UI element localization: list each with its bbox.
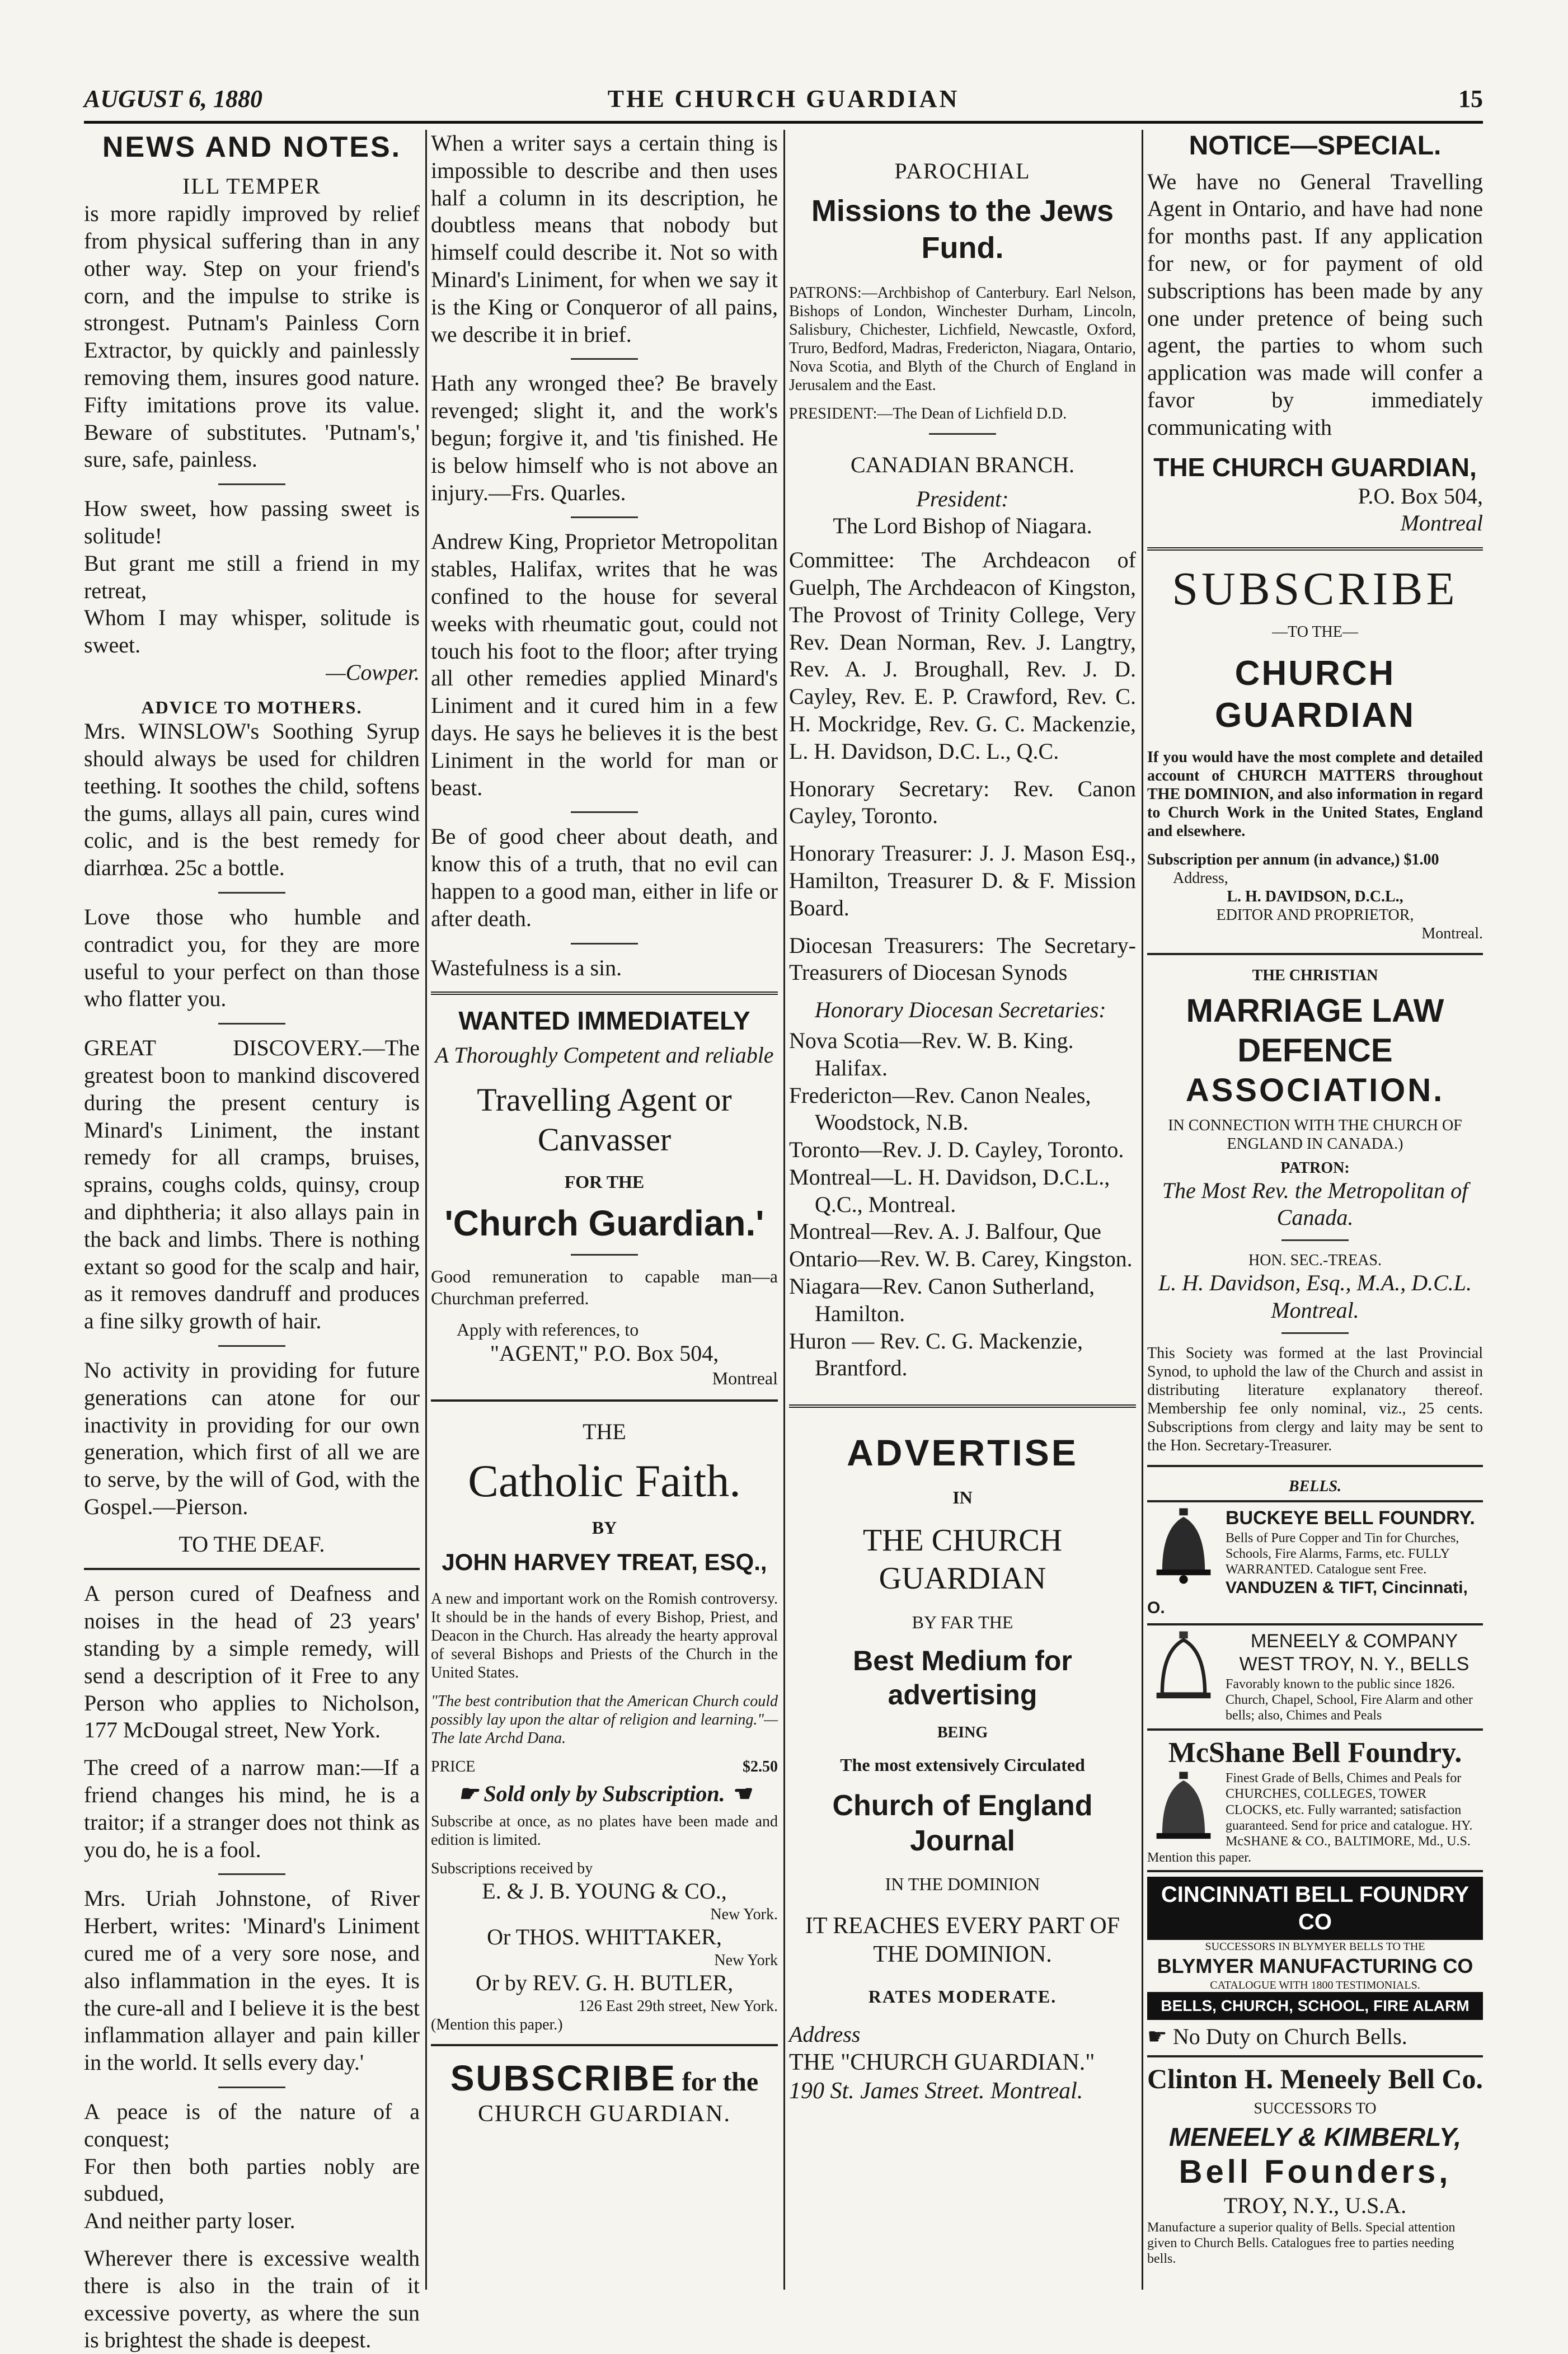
foundry-text: Manufacture a superior quality of Bells. Special attention given to Church Bells. Catalogues free to parties needing bells. xyxy=(1147,2220,1456,2267)
blymyer-advertisement xyxy=(1147,1877,1483,2051)
divider xyxy=(1147,1500,1483,1502)
ad-by: BY xyxy=(591,1517,617,1538)
section-title: PAROCHIAL xyxy=(894,158,1031,184)
foundry-successors: SUCCESSORS TO xyxy=(1254,2100,1377,2118)
column-rule xyxy=(1142,130,1143,2290)
diocesan-secretaries-list xyxy=(789,1027,1136,1382)
subscribe-paper: CHURCH GUARDIAN xyxy=(1214,654,1416,735)
column-two xyxy=(431,130,778,2301)
book-author: JOHN HARVEY TREAT, ESQ., xyxy=(442,1548,767,1575)
bell-icon xyxy=(1147,1770,1220,1849)
article-text: Love those who humble and contradict you, for they are more useful to your perfect on than those who flatter you. xyxy=(84,904,420,1012)
president-label: President: xyxy=(916,486,1009,511)
article-text: Wherever there is excessive wealth there is also in the train of it excessive poverty, as where the sun is brightest the shade is deepest. xyxy=(84,2245,420,2353)
subscribe-word: SUBSCRIBE xyxy=(450,2057,677,2098)
publisher-city: New York. xyxy=(710,1905,778,1923)
publisher: Or by REV. G. H. BUTLER, xyxy=(475,1970,734,1995)
divider xyxy=(1147,2055,1483,2057)
poem-line: But grant me still a friend in my retreat, xyxy=(84,550,420,603)
divider xyxy=(431,1399,778,1402)
article-text: Be of good cheer about death, and know this of a truth, that no evil can happen to a good man, either in life or after death. xyxy=(431,824,778,931)
list-item: Niagara—Rev. Canon Sutherland, Hamilton. xyxy=(789,1274,1095,1326)
pointing-hand-icon: ☛ xyxy=(1147,2024,1167,2050)
ad-most-circulated: The most extensively Circulated xyxy=(840,1755,1085,1775)
bell-icon xyxy=(1147,1630,1220,1708)
foundry-catalogue: CATALOGUE WITH 1800 TESTIMONIALS. xyxy=(1210,1979,1420,1991)
patron-name: The Most Rev. the Metropolitan of Canada. xyxy=(1162,1177,1468,1230)
ad-being: BEING xyxy=(937,1724,988,1742)
ad-text: A new and important work on the Romish controversy. It should be in the hands of every Bishop, Priest, and Deacon in the Church. Has already the hearty approval of several Bishops and Priests of the Church in the United States. xyxy=(431,1590,778,1682)
notice-text: We have no General Travelling Agent in Ontario, and have had none for months past. If any application for new, or for payment of old subscriptions has been made by any one under pretence of being such agent, the parties to whom such application was made will confer a favor by immediately communicating with xyxy=(1147,168,1483,440)
foundry-bells: BELLS, CHURCH, SCHOOL, FIRE ALARM xyxy=(1147,1992,1483,2020)
divider xyxy=(571,811,638,813)
publisher-city: New York xyxy=(714,1951,778,1969)
subscribe-for: for the xyxy=(682,2066,759,2097)
page-number: 15 xyxy=(1458,85,1483,112)
article-text: Andrew King, Proprietor Metropolitan stables, Halifax, writes that he was confined to the house for several weeks with rheumatic gout, could not touch his foot to the floor; after trying all other remedies applied Minard's Liniment and it cured him in a few days. He says he believes it is the best Liniment in the world for man or beast. xyxy=(431,529,778,800)
divider xyxy=(218,483,285,485)
secretary-text: Honorary Secretary: Rev. Canon Cayley, Toronto. xyxy=(789,776,1136,829)
advertise-advertisement xyxy=(789,1430,1136,2106)
ad-text: Apply with references, to xyxy=(457,1319,639,1340)
wanted-advertisement xyxy=(431,1005,778,1389)
notice-title: NOTICE—SPECIAL. xyxy=(1189,131,1442,161)
editor-city: Montreal. xyxy=(1421,925,1483,943)
divider xyxy=(218,2087,285,2088)
divider xyxy=(1147,1465,1483,1467)
ad-contact: "AGENT," P.O. Box 504, xyxy=(490,1341,719,1366)
bells-heading: BELLS. xyxy=(1288,1478,1342,1496)
publisher: E. & J. B. YOUNG & CO., xyxy=(482,1878,727,1904)
notice-paper: THE CHURCH GUARDIAN, xyxy=(1153,452,1477,482)
catholic-faith-advertisement xyxy=(431,1418,778,2034)
poem-line: For then both parties nobly are subdued, xyxy=(84,2153,420,2206)
ad-quote: "The best contribution that the American Church could possibly lay upon the altar of religion and learning."—The late Archd Dana. xyxy=(431,1693,778,1747)
foundry-predecessor: MENEELY & KIMBERLY, xyxy=(1168,2122,1462,2152)
subscription-price: Subscription per annum (in advance,) $1.00 xyxy=(1147,851,1439,869)
clinton-meneely-advertisement xyxy=(1147,2062,1483,2267)
fund-title: Missions to the Jews Fund. xyxy=(811,194,1114,265)
poem-line: Whom I may whisper, solitude is sweet. xyxy=(84,605,420,658)
foundry-name: BLYMYER MANUFACTURING CO xyxy=(1157,1954,1473,1977)
ad-dominion: IN THE DOMINION xyxy=(885,1874,1040,1895)
divider xyxy=(218,1873,285,1875)
article-text: No activity in providing for future generations can atone for our inactivity in providing for our own generation, which first of all we are to serve, by the will of God, with the Gospel.—Pierson. xyxy=(84,1357,420,1519)
foundry-name: MENEELY & COMPANY xyxy=(1250,1630,1458,1652)
patrons-text: PATRONS:—Archbishop of Canterbury. Earl Nelson, Bishops of London, Winchester Durham, Lincoln, Salisbury, Chichester, Lichfield, Newcastle, Oxford, Truro, Bedford, Madras, Fredericton, Niagara, Ontario, Nova Scotia, and Blyth of the Church of England in Jerusalem and the East. xyxy=(789,284,1136,394)
price-value: $2.50 xyxy=(743,1758,778,1776)
list-item: Huron — Rev. C. G. Mackenzie, Brantford. xyxy=(789,1328,1083,1381)
association-title: MARRIAGE LAW DEFENCE xyxy=(1186,993,1444,1069)
ad-in: IN xyxy=(952,1487,973,1507)
treasurer-text: Honorary Treasurer: J. J. Mason Esq., Hamilton, Treasurer D. & F. Mission Board. xyxy=(789,840,1136,920)
divider xyxy=(1147,953,1483,955)
divider xyxy=(218,892,285,894)
column-four xyxy=(1147,130,1483,2301)
list-item: Montreal—Rev. A. J. Balfour, Que xyxy=(789,1219,1101,1244)
sold-by-subscription xyxy=(431,1780,778,1808)
address-label: Address, xyxy=(1173,870,1228,887)
ad-subheading: A Thoroughly Competent and reliable xyxy=(435,1042,774,1068)
divider xyxy=(789,1404,1136,1408)
poem-line: A peace is of the nature of a conquest; xyxy=(84,2099,420,2151)
article-heading: ADVICE TO MOTHERS. xyxy=(141,697,363,717)
divider xyxy=(218,1023,285,1025)
price-line xyxy=(431,1758,778,1776)
column-news-and-notes xyxy=(84,130,420,2353)
diocesan-treasurers: Diocesan Treasurers: The Secretary-Treasurers of Diocesan Synods xyxy=(789,932,1136,985)
subscribe-to-the: —TO THE— xyxy=(1272,623,1358,641)
article-heading: TO THE DEAF. xyxy=(179,1531,325,1557)
subscribe-heading: SUBSCRIBE xyxy=(1172,563,1458,615)
article-text: Wastefulness is a sin. xyxy=(431,955,622,980)
foundry-location: WEST TROY, N. Y., BELLS xyxy=(1239,1653,1470,1675)
subscribe-paper: CHURCH GUARDIAN. xyxy=(477,2101,731,2127)
ad-note: (Mention this paper.) xyxy=(431,2015,563,2033)
branch-title: CANADIAN BRANCH. xyxy=(850,452,1075,477)
poem xyxy=(84,2098,420,2235)
foundry-text: Finest Grade of Bells, Chimes and Peals for CHURCHES, COLLEGES, TOWER CLOCKS, etc. Fully warranted; satisfaction guaranteed. Send for price and catalogue. HY. McSHANE & CO., BALTIMORE, Md., U.S. Mention this paper. xyxy=(1147,1771,1473,1865)
poem-line: How sweet, how passing sweet is solitude! xyxy=(84,496,420,548)
association-word: ASSOCIATION. xyxy=(1185,1072,1445,1108)
buckeye-advertisement xyxy=(1147,1507,1483,1619)
bell-icon xyxy=(1147,1507,1220,1585)
patron-label: PATRON: xyxy=(1280,1159,1350,1177)
ad-by-far: BY FAR THE xyxy=(912,1611,1013,1632)
secretary-name: L. H. Davidson, Esq., M.A., D.C.L. Montreal. xyxy=(1158,1270,1472,1323)
divider xyxy=(431,2044,778,2046)
secretary-label: HON. SEC.-TREAS. xyxy=(1248,1252,1382,1270)
editor-title: EDITOR AND PROPRIETOR, xyxy=(1216,906,1414,924)
publisher: Or THOS. WHITTAKER, xyxy=(487,1924,722,1949)
book-title: Catholic Faith. xyxy=(468,1455,741,1507)
price-label: PRICE xyxy=(431,1758,476,1776)
foundry-name: McShane Bell Foundry. xyxy=(1168,1736,1462,1769)
foundry-name: BUCKEYE BELL FOUNDRY. xyxy=(1226,1507,1475,1529)
article-text: Mrs. Uriah Johnstone, of River Herbert, writes: 'Minard's Liniment cured me of a very sore nose, and also inflammation in the eyes. It is the cure-all and I believe it is the best inflammation allayer and pain killer in the world. It sells every day.' xyxy=(84,1886,420,2075)
ad-for: FOR THE xyxy=(564,1171,645,1192)
divider xyxy=(571,516,638,518)
poem-line: And neither party loser. xyxy=(84,2208,295,2234)
divider xyxy=(431,992,778,995)
divider xyxy=(1147,1728,1483,1731)
society-text: This Society was formed at the last Provincial Synod, to uphold the law of the Church and assist in distributing literature explanatory thereof. Membership fee only nominal, viz., 25 cents. Subscriptions from clergy and laity may be sent to the Hon. Secretary-Treasurer. xyxy=(1147,1344,1483,1455)
association-connection: IN CONNECTION WITH THE CHURCH OF ENGLAND IN CANADA.) xyxy=(1168,1116,1462,1153)
no-duty-text: No Duty on Church Bells. xyxy=(1172,2024,1407,2050)
page-header xyxy=(84,84,1483,121)
address-line: 190 St. James Street. Montreal. xyxy=(789,2078,1083,2104)
divider xyxy=(571,943,638,945)
divider xyxy=(1147,1870,1483,1872)
article-text: GREAT DISCOVERY.—The greatest boon to mankind discovered during the present century is Minard's Liniment, the instant remedy for all cramps, bruises, sprains, coughs colds, quinsy, croup and diphtheria; it also allays pain in the back and limbs. There is nothing extant so good for the scalp and hair, as it removes dandruff and produces a fine silky growth of hair. xyxy=(84,1035,420,1334)
article-heading: ILL TEMPER xyxy=(182,173,321,199)
notice-box: P.O. Box 504, xyxy=(1358,483,1483,509)
ad-heading: WANTED IMMEDIATELY xyxy=(458,1006,750,1036)
ad-role: Travelling Agent or Canvasser xyxy=(477,1082,732,1158)
list-item: Toronto—Rev. J. D. Cayley, Toronto. xyxy=(789,1137,1124,1163)
notice-city: Montreal xyxy=(1400,510,1483,536)
article-text: The creed of a narrow man:—If a friend changes his mind, he is a traitor; if a stranger does not think as you do, he is a fool. xyxy=(84,1755,420,1862)
subscribe-text: If you would have the most complete and detailed account of CHURCH MATTERS throughout THE DOMINION, and also information in regard to Church Work in the United States, England and elsewhere. xyxy=(1147,748,1483,840)
committee-text: Committee: The Archdeacon of Guelph, The Archdeacon of Kingston, The Provost of Trinity College, Very Rev. Dean Norman, Rev. J. Langtry, Rev. A. J. Broughall, Rev. J. D. Cayley, Rev. E. P. Crawford, Rev. C. H. Mockridge, Rev. G. C. Mackenzie, L. H. Davidson, D.C. L., Q.C. xyxy=(789,547,1136,764)
article-text: When a writer says a certain thing is impossible to describe and then uses half a column in its description, he doubtless means that nobody but himself could describe it. Not so with Minard's Liniment, for when we say it is the King or Conqueror of all pains, we describe it in brief. xyxy=(431,130,778,347)
article-text: Hath any wronged thee? Be bravely revenged; slight it, and the work's begun; forgive it, and 'tis finished. He is below himself who is not above an injury.—Frs. Quarles. xyxy=(431,370,778,505)
ad-text: Good remuneration to capable man—a Churchman preferred. xyxy=(431,1266,778,1308)
foundry-text: Bells of Pure Copper and Tin for Churches, Schools, Fire Alarms, Farms, etc. FULLY WARRANTED. Catalogue sent Free. xyxy=(1226,1530,1459,1577)
foundry-owner: VANDUZEN & TIFT, Cincinnati, O. xyxy=(1147,1578,1468,1618)
divider xyxy=(929,433,996,435)
header-rule xyxy=(84,121,1483,124)
column-rule xyxy=(783,130,785,2290)
meneely-company-advertisement xyxy=(1147,1630,1483,1724)
paper-masthead: THE CHURCH GUARDIAN xyxy=(607,85,960,112)
column-rule xyxy=(425,130,427,2290)
ad-the-christian: THE CHRISTIAN xyxy=(1252,967,1378,985)
divider xyxy=(1281,1239,1349,1241)
sold-label: Sold only by Subscription. xyxy=(483,1781,725,1807)
foundry-banner: CINCINNATI BELL FOUNDRY CO xyxy=(1147,1877,1483,1940)
foundry-text: Favorably known to the public since 1826. Church, Chapel, School, Fire Alarm and other bells; also, Chimes and Peals xyxy=(1226,1676,1473,1723)
article-text: Mrs. WINSLOW's Soothing Syrup should always be used for children teething. It soothes the child, softens the gums, allays all pain, cures wind colic, and is the best remedy for diarrhœa. 25c a bottle. xyxy=(84,718,420,881)
divider xyxy=(571,1254,638,1256)
issue-date: AUGUST 6, 1880 xyxy=(84,85,263,112)
divider xyxy=(571,358,638,360)
ad-paper-name: THE CHURCH GUARDIAN xyxy=(862,1523,1063,1596)
list-item: Fredericton—Rev. Canon Neales, Woodstock, N.B. xyxy=(789,1082,1091,1135)
divider xyxy=(84,1568,420,1570)
president-text: PRESIDENT:—The Dean of Lichfield D.D. xyxy=(789,405,1067,422)
ad-paper-name: 'Church Guardian.' xyxy=(444,1203,764,1244)
president-name: The Lord Bishop of Niagara. xyxy=(833,513,1092,539)
subscribe-advertisement xyxy=(1147,561,1483,943)
ad-journal: Church of England Journal xyxy=(832,1789,1093,1858)
list-item: Montreal—L. H. Davidson, D.C.L., Q.C., Montreal. xyxy=(789,1164,1110,1217)
ad-city: Montreal xyxy=(712,1368,778,1389)
no-duty-line xyxy=(1147,2023,1483,2051)
poem xyxy=(84,495,420,687)
article-text: is more rapidly improved by relief from physical suffering than in any other way. Step on your friend's corn, and the impulse to strike is strongest. Putnam's Painless Corn Extractor, by quickly and painlessly removing them, insures good nature. Fifty imitations prove its value. Beware of substitutes. 'Putnam's,' sure, safe, painless. xyxy=(84,201,420,472)
pointing-hand-icon: ☚ xyxy=(725,1781,751,1807)
publisher-address: 126 East 29th street, New York. xyxy=(578,1997,778,2015)
foundry-name: Clinton H. Meneely Bell Co. xyxy=(1147,2063,1483,2095)
ad-rates: RATES MODERATE. xyxy=(868,1986,1057,2007)
ad-the: THE xyxy=(583,1418,626,1444)
ad-text: Subscriptions received by xyxy=(431,1860,593,1878)
foundry-successors: SUCCESSORS IN BLYMYER BELLS TO THE xyxy=(1205,1940,1425,1953)
list-item: Nova Scotia—Rev. W. B. King. Halifax. xyxy=(789,1027,1074,1080)
section-title: NEWS AND NOTES. xyxy=(102,131,402,163)
list-item: Ontario—Rev. W. B. Carey, Kingston. xyxy=(789,1246,1133,1272)
editor-name: L. H. DAVIDSON, D.C.L., xyxy=(1227,888,1403,906)
address-label: Address xyxy=(789,2021,861,2047)
foundry-trade: Bell Founders, xyxy=(1179,2154,1452,2191)
divider xyxy=(1281,1332,1349,1334)
divider xyxy=(1147,1623,1483,1625)
diocesan-secretaries-label: Honorary Diocesan Secretaries: xyxy=(815,997,1106,1023)
article-text: A person cured of Deafness and noises in the head of 23 years' standing by a simple remedy, will send a description of it Free to any Person who applies to Nicholson, 177 McDougal street, New York. xyxy=(84,1581,420,1743)
mcshane-advertisement xyxy=(1147,1735,1483,1866)
ad-best-medium: Best Medium for advertising xyxy=(853,1645,1072,1711)
divider xyxy=(1147,547,1483,551)
poem-attribution: —Cowper. xyxy=(326,659,420,685)
column-three xyxy=(789,130,1136,2301)
subscribe-banner xyxy=(431,2056,778,2100)
ad-reaches: IT REACHES EVERY PART OF THE DOMINION. xyxy=(805,1913,1120,1968)
pointing-hand-icon: ☛ xyxy=(458,1781,484,1807)
foundry-location: TROY, N.Y., U.S.A. xyxy=(1223,2193,1407,2218)
ad-text: Subscribe at once, as no plates have been made and edition is limited. xyxy=(431,1813,778,1849)
divider xyxy=(218,1345,285,1347)
marriage-law-advertisement xyxy=(1147,966,1483,1455)
ad-heading: ADVERTISE xyxy=(847,1432,1078,1474)
address-line: THE "CHURCH GUARDIAN." xyxy=(789,2049,1095,2075)
